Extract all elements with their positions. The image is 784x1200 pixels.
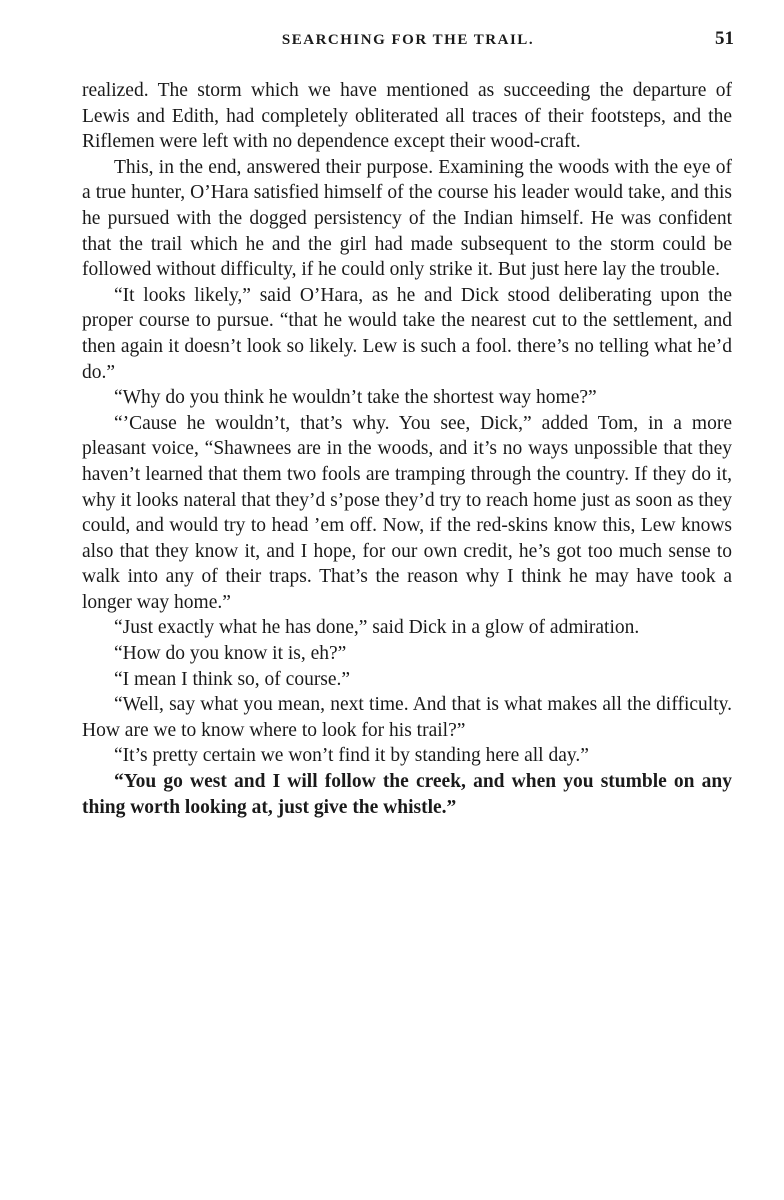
paragraph: “Why do you think he wouldn’t take the shortest way home?” bbox=[114, 387, 597, 409]
paragraph: “You go west and I will follow the creek, and when you stumble on any thing worth looking at, just give the whistle.” bbox=[82, 771, 732, 818]
running-head: SEARCHING FOR THE TRAIL. bbox=[281, 32, 535, 48]
paragraph: “Just exactly what he has done,” said Dick in a glow of admiration. bbox=[114, 617, 640, 639]
paragraph-continuation: realized. The storm which we have mentioned as succeeding the departure of Lewis and Edith, had completely obliterated all traces of their footsteps, and the Riflemen were left with no dependence except their wood-craft. bbox=[82, 80, 732, 153]
body-text bbox=[82, 78, 732, 820]
paragraph: “It’s pretty certain we won’t find it by standing here all day.” bbox=[114, 745, 589, 767]
paragraph: “It looks likely,” said O’Hara, as he and Dick stood deliberating upon the proper course to pursue. “that he would take the nearest cut to the settlement, and then again it doesn’t look so likely. Lew is such a fool. there’s no telling what he’d do.” bbox=[82, 284, 732, 383]
paragraph: “How do you know it is, eh?” bbox=[114, 643, 347, 665]
page-header bbox=[82, 26, 734, 54]
paragraph: “I mean I think so, of course.” bbox=[114, 668, 351, 690]
paragraph: “’Cause he wouldn’t, that’s why. You see, Dick,” added Tom, in a more pleasant voice, “Shawnees are in the woods, and it’s no ways unpossible that they haven’t learned that them two fools are tramping through the country. If they do it, why it looks nateral that they’d s’pose they’d try to reach home just as soon as they could, and would try to head ’em off. Now, if the red-skins know this, Lew knows also that they know it, and I hope, for our own credit, he’s got too much sense to walk into any of their traps. That’s the reason why I think he may have took a longer way home.” bbox=[82, 412, 732, 613]
paragraph: This, in the end, answered their purpose. Examining the woods with the eye of a true hunter, O’Hara satisfied himself of the course his leader would take, and this he pursued with the dogged persistency of the Indian himself. He was confident that the trail which he and the girl had made subsequent to the storm could be followed without difficulty, if he could only strike it. But just here lay the trouble. bbox=[82, 156, 732, 281]
page-number: 51 bbox=[715, 28, 734, 49]
paragraph: “Well, say what you mean, next time. And that is what makes all the difficulty. How are we to know where to look for his trail?” bbox=[82, 694, 732, 741]
